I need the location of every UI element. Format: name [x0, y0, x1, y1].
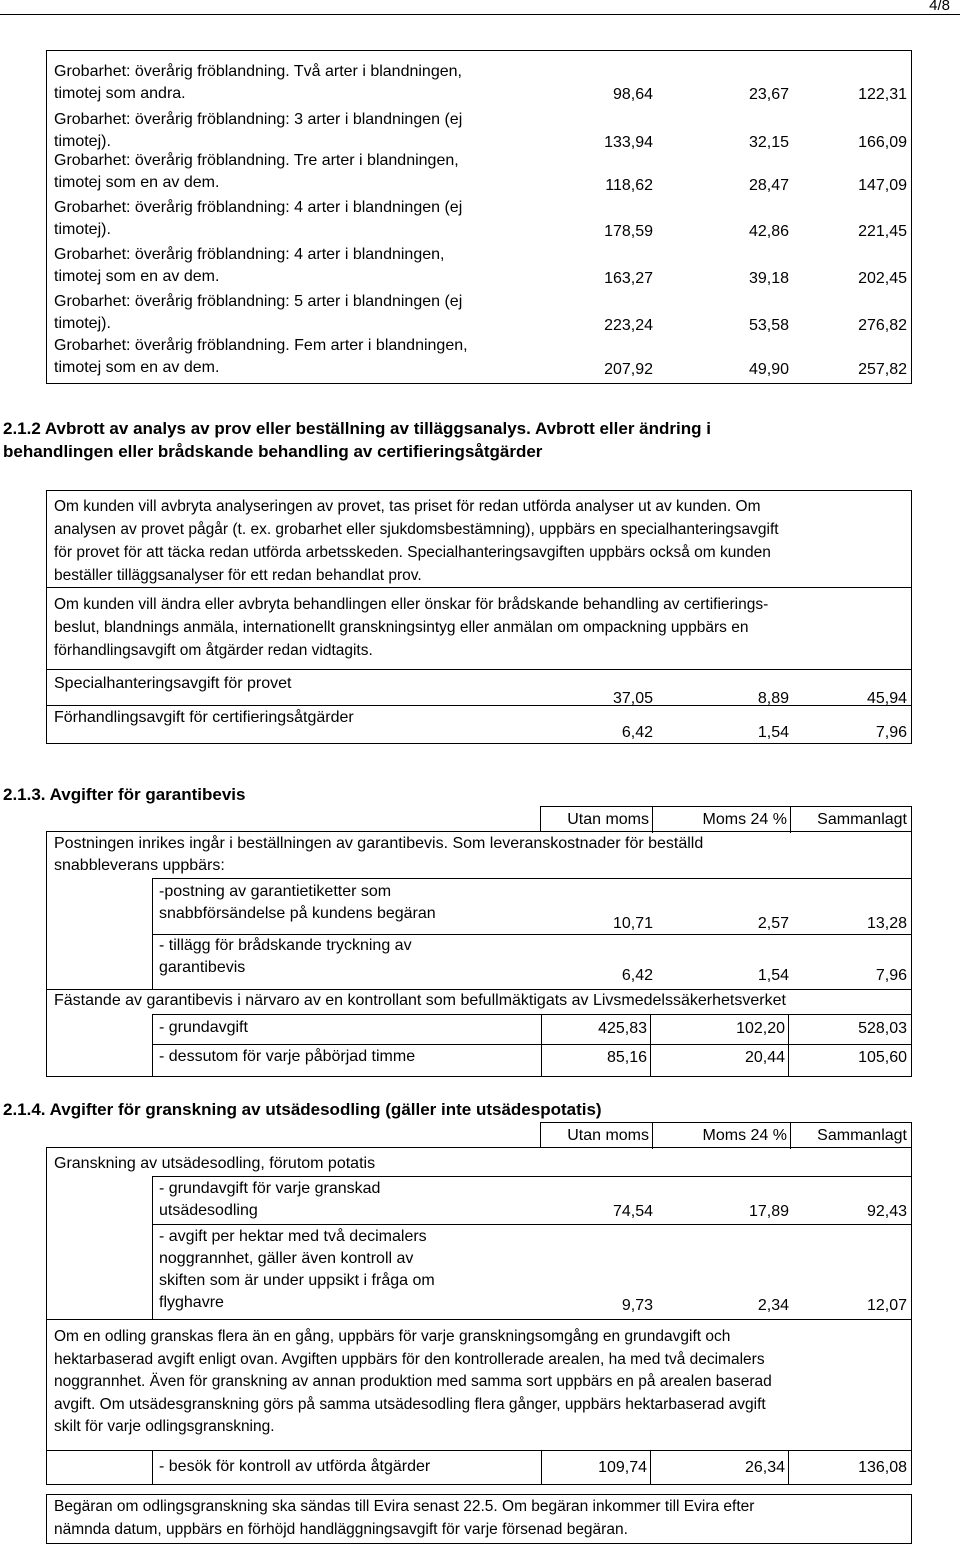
- section-heading-2-1-4: 2.1.4. Avgifter för granskning av utsädesodling (gäller inte utsädespotatis): [3, 1100, 602, 1119]
- row-label: Grobarhet: överårig fröblandning. Fem arter i blandningen, timotej som en av dem.: [54, 337, 468, 376]
- row-label: Grobarhet: överårig fröblandning. Tre arter i blandningen, timotej som en av dem.: [54, 152, 459, 191]
- value-excl-vat: 207,92: [604, 361, 653, 378]
- divider: [152, 1176, 153, 1319]
- value-total: 147,09: [858, 177, 907, 194]
- top-rule: [0, 14, 960, 15]
- value-excl-vat: 109,74: [598, 1459, 647, 1476]
- value-excl-vat: 223,24: [604, 317, 653, 334]
- value-vat: 39,18: [748, 270, 789, 287]
- value-total: 92,43: [866, 1203, 907, 1220]
- value-excl-vat: 85,16: [606, 1049, 647, 1066]
- divider: [47, 669, 911, 670]
- value-total: 528,03: [858, 1020, 907, 1037]
- value-vat: 28,47: [748, 177, 789, 194]
- row-label: Grobarhet: överårig fröblandning: 5 arter i blandningen (ej timotej).: [54, 293, 463, 332]
- section-heading-2-1-2: 2.1.2 Avbrott av analys av prov eller beställning av tilläggsanalys. Avbrott eller ändring i behandlingen eller brådskande behandling av certifieringsåtgärder: [3, 419, 711, 461]
- row-label: - grundavgift för varje granskad utsädesodling: [159, 1180, 381, 1219]
- footer-note: Begäran om odlingsgranskning ska sändas till Evira senast 22.5. Om begäran inkommer till Evira efter nämnda datum, uppbärs en förhöjd handläggningsavgift för varje försenad begäran.: [54, 1498, 755, 1538]
- value-excl-vat: 98,64: [612, 86, 653, 103]
- row-label: Specialhanteringsavgift för provet: [54, 675, 292, 692]
- value-excl-vat: 37,05: [612, 690, 653, 707]
- value-vat: 2,57: [757, 915, 789, 932]
- section-heading-2-1-3: 2.1.3. Avgifter för garantibevis: [3, 785, 246, 804]
- value-total: 7,96: [875, 967, 907, 984]
- value-excl-vat: 74,54: [612, 1203, 653, 1220]
- row-label: Grobarhet: överårig fröblandning: 4 arter i blandningen, timotej som en av dem.: [54, 246, 445, 285]
- header-excl-vat: Utan moms: [567, 811, 649, 828]
- value-vat: 2,34: [757, 1297, 789, 1314]
- fastande-text: Fästande av garantibevis i närvaro av en kontrollant som befullmäktigats av Livsmedelssäkerhetsverket: [54, 992, 786, 1009]
- header-vat: Moms 24 %: [702, 811, 787, 828]
- divider: [152, 1450, 153, 1484]
- value-vat: 1,54: [757, 967, 789, 984]
- row-label: - tillägg för brådskande tryckning av garantibevis: [159, 937, 412, 976]
- value-vat: 53,58: [748, 317, 789, 334]
- divider: [47, 705, 911, 706]
- value-total: 136,08: [858, 1459, 907, 1476]
- table-germination: [46, 50, 912, 384]
- header-excl-vat: Utan moms: [567, 1127, 649, 1144]
- footer-note-box: [46, 1494, 912, 1544]
- row-label: - grundavgift: [159, 1019, 248, 1036]
- value-excl-vat: 178,59: [604, 223, 653, 240]
- value-vat: 1,54: [757, 724, 789, 741]
- row-label: - besök för kontroll av utförda åtgärder: [159, 1458, 431, 1475]
- row-label: -postning av garantietiketter som snabbförsändelse på kundens begäran: [159, 883, 436, 922]
- row-label: - avgift per hektar med två decimalers noggrannhet, gäller även kontroll av skiften som är under uppsikt i fråga om flyghavre: [159, 1228, 435, 1311]
- divider: [47, 1319, 911, 1320]
- divider: [788, 1014, 789, 1076]
- row-label: Grobarhet: överårig fröblandning: 4 arter i blandningen (ej timotej).: [54, 199, 463, 238]
- row-label: - dessutom för varje påbörjad timme: [159, 1048, 416, 1065]
- divider: [788, 1450, 789, 1484]
- value-total: 276,82: [858, 317, 907, 334]
- section-2-1-3-table: [46, 831, 912, 1077]
- value-excl-vat: 133,94: [604, 134, 653, 151]
- value-total: 12,07: [866, 1297, 907, 1314]
- change-paragraph: Om kunden vill ändra eller avbryta behandlingen eller önskar för brådskande behandling av certifierings- beslut, blandnings anmäla, internationellt granskningsintyg eller anmälan om ompackning uppbärs en förhandlingsavgift om åtgärder redan vidtagits.: [54, 596, 769, 659]
- value-total: 166,09: [858, 134, 907, 151]
- value-vat: 17,89: [748, 1203, 789, 1220]
- value-vat: 42,86: [748, 223, 789, 240]
- value-excl-vat: 9,73: [621, 1297, 653, 1314]
- value-vat: 8,89: [757, 690, 789, 707]
- inspection-intro: Granskning av utsädesodling, förutom potatis: [54, 1155, 376, 1172]
- value-total: 221,45: [858, 223, 907, 240]
- row-label: Grobarhet: överårig fröblandning: 3 arter i blandningen (ej timotej).: [54, 111, 463, 150]
- row-label: Grobarhet: överårig fröblandning. Två arter i blandningen, timotej som andra.: [54, 63, 462, 102]
- value-excl-vat: 6,42: [621, 967, 653, 984]
- inspection-paragraph: Om en odling granskas flera än en gång, uppbärs för varje granskningsomgång en grundavgift och hektarbaserad avgift enligt ovan. Avgiften uppbärs för den kontrollerade arealen, ha med två decimalers noggrannhet. Även för granskning av annan produktion med samma sort uppbärs en på arealen baserad avgift. Om utsädesgranskning görs på samma utsädesodling flera gånger, uppbärs hektarbaserad avgift skilt för varje odlingsgranskning.: [54, 1328, 772, 1435]
- header-total: Sammanlagt: [817, 811, 907, 828]
- divider: [650, 1450, 651, 1484]
- value-total: 257,82: [858, 361, 907, 378]
- header-vat: Moms 24 %: [702, 1127, 787, 1144]
- value-vat: 32,15: [748, 134, 789, 151]
- value-vat: 49,90: [748, 361, 789, 378]
- value-total: 105,60: [858, 1049, 907, 1066]
- value-excl-vat: 10,71: [612, 915, 653, 932]
- divider: [152, 1014, 912, 1015]
- value-total: 45,94: [866, 690, 907, 707]
- delivery-intro: Postningen inrikes ingår i beställningen av garantibevis. Som leveranskostnader för beställd snabbleverans uppbärs:: [54, 835, 704, 874]
- value-vat: 102,20: [736, 1020, 785, 1037]
- divider: [152, 1044, 912, 1045]
- divider: [47, 1450, 911, 1451]
- value-total: 13,28: [866, 915, 907, 932]
- value-total: 7,96: [875, 724, 907, 741]
- divider: [47, 587, 911, 588]
- value-excl-vat: 163,27: [604, 270, 653, 287]
- value-vat: 23,67: [748, 86, 789, 103]
- header-total: Sammanlagt: [817, 1127, 907, 1144]
- value-excl-vat: 6,42: [621, 724, 653, 741]
- value-total: 202,45: [858, 270, 907, 287]
- row-label: Förhandlingsavgift för certifieringsåtgärder: [54, 709, 354, 726]
- value-vat: 20,44: [744, 1049, 785, 1066]
- header-row: [540, 1122, 912, 1148]
- divider: [650, 1014, 651, 1076]
- section-2-1-4-table: [46, 1147, 912, 1485]
- divider: [152, 1176, 912, 1177]
- value-vat: 26,34: [744, 1459, 785, 1476]
- value-excl-vat: 118,62: [605, 177, 653, 194]
- section-2-1-2-table: [46, 490, 912, 744]
- value-total: 122,31: [858, 86, 907, 103]
- page-number: 4/8: [929, 0, 950, 14]
- header-row: [540, 806, 912, 832]
- cancellation-paragraph: Om kunden vill avbryta analyseringen av provet, tas priset för redan utförda analyser ut av kunden. Om analysen av provet pågår (t. ex. grobarhet eller sjukdomsbestämning), uppbärs en specialhanteringsavgift för provet för att täcka redan utförda arbetsskeden. Specialhanteringsavgiften uppbärs också om kunden beställer tilläggsanalyser för ett redan behandlat prov.: [54, 498, 779, 584]
- divider: [152, 1224, 912, 1225]
- divider: [152, 878, 912, 879]
- value-excl-vat: 425,83: [598, 1020, 647, 1037]
- divider: [152, 1014, 153, 1076]
